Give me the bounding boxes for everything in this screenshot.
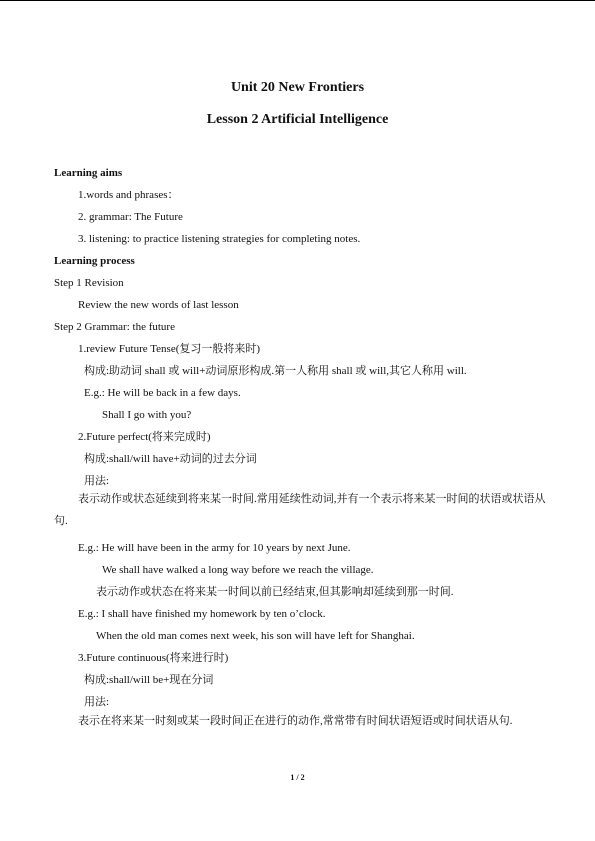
step-heading: Step 1 Revision <box>54 277 124 289</box>
example-line: When the old man comes next week, his son will have left for Shanghai. <box>96 630 415 642</box>
example-line: E.g.: He will be back in a few days. <box>84 387 241 399</box>
page-top-border <box>0 0 595 1</box>
page-number: 1 / 2 <box>290 773 305 782</box>
body-line: 构成:shall/will be+现在分词 <box>84 674 214 686</box>
aim-item: 2. grammar: The Future <box>78 211 183 223</box>
body-line: 表示动作或状态在将来某一时间以前已经结束,但其影响却延续到那一时间. <box>96 586 454 598</box>
subsection-heading: 2.Future perfect(将来完成时) <box>78 431 211 443</box>
aim-item: 1.words and phrases： <box>78 189 179 201</box>
heading-learning-aims: Learning aims <box>54 167 123 179</box>
example-line: Shall I go with you? <box>102 409 192 421</box>
step-heading: Step 2 Grammar: the future <box>54 321 175 333</box>
body-line: 用法: <box>84 475 110 487</box>
example-line: We shall have walked a long way before we reach the village. <box>102 564 374 576</box>
heading-learning-process: Learning process <box>54 255 135 267</box>
body-paragraph: 表示在将来某一时刻或某一段时间正在进行的动作,常常带有时间状语短语或时间状语从句. <box>78 715 513 727</box>
lesson-title: Lesson 2 Artificial Intelligence <box>206 112 389 127</box>
unit-title: Unit 20 New Frontiers <box>230 80 365 95</box>
body-line: 构成:助动词 shall 或 will+动词原形构成.第一人称用 shall 或 will,其它人称用 will. <box>84 365 467 377</box>
subsection-heading: 1.review Future Tense(复习一般将来时) <box>78 343 261 355</box>
subsection-heading: 3.Future continuous(将来进行时) <box>78 652 229 664</box>
body-paragraph: 表示动作或状态延续到将来某一时间.常用延续性动词,并有一个表示将来某一时间的状语或状语从句. <box>54 493 546 527</box>
example-line: E.g.: He will have been in the army for 10 years by next June. <box>78 542 351 554</box>
body-line: 构成:shall/will have+动词的过去分词 <box>84 453 257 465</box>
body-line: 用法: <box>84 696 110 708</box>
body-line: Review the new words of last lesson <box>78 299 239 311</box>
example-line: E.g.: I shall have finished my homework by ten o’clock. <box>78 608 326 620</box>
aim-item: 3. listening: to practice listening strategies for completing notes. <box>78 233 361 245</box>
